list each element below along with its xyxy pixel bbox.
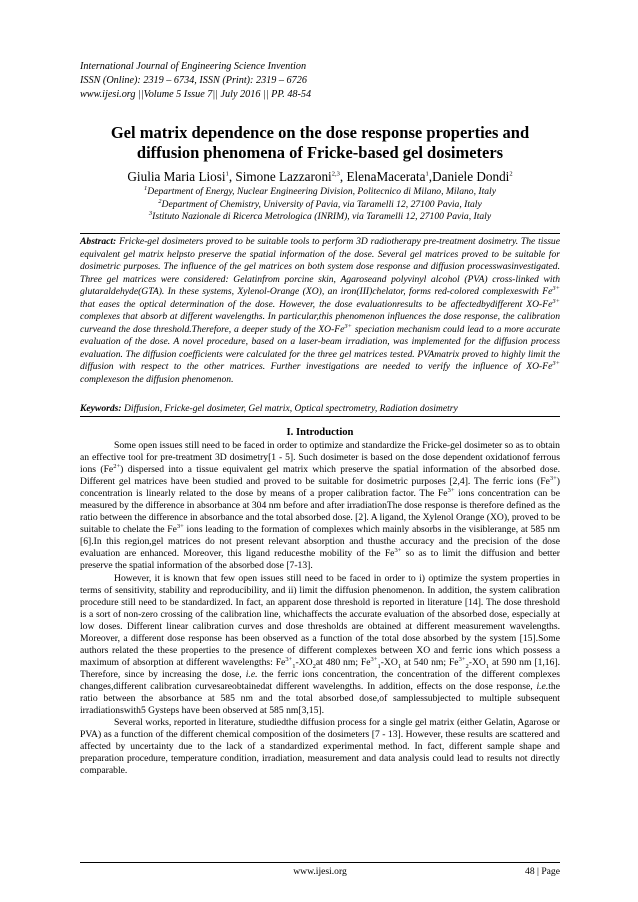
paper-title-line-2: diffusion phenomena of Fricke-based gel dosimeters: [136, 143, 504, 162]
section-heading: I. Introduction: [286, 427, 354, 438]
keywords: Keywords: Diffusion, Fricke-gel dosimeter, Gel matrix, Optical spectrometry, Radiation dosimetry: [80, 403, 458, 414]
author-list: Giulia Maria Liosi$^1$, Simone Lazzaroni$^{2,3}$, ElenaMacerata$^1$,Daniele Dondi$^2$: [127, 169, 513, 184]
author-affiliation-mark: 1: [225, 170, 229, 178]
abstract-bottom-rule: [80, 416, 560, 417]
journal-header: [80, 60, 560, 102]
introduction-body: [80, 440, 560, 777]
paragraph: Several works, reported in literature, studiedthe diffusion process for a single gel matrix (either Gelatin, Agarose or PVA) as a function of the different chemical composition of the dosimeters [7 - 13]. However, these results are scattered and affected by uncertainty due to the lack of a standardized experimental method. In fact, different sample shape and preparation procedure, temperature condition, irradiation, measurement and data analysis could lead to results not directly comparable.: [80, 717, 560, 777]
author-affiliation-mark: 2,3: [331, 170, 340, 178]
journal-issn: ISSN (Online): 2319 – 6734, ISSN (Print): 2319 – 6726: [80, 75, 307, 86]
paragraph: However, it is known that few open issues still need to be faced in order to i) optimize the system properties in terms of sensitivity, stability and reproducibility, and ii) limit the diffusion phenomenon. In addition, the system calibration procedure still need to be standardized. In fact, an apparent dose threshold is reported in literature [14]. The dose threshold is a sort of non-zero crossing of the calibration line, whichaffects the accurate evaluation of the absorbed dose, especially at low doses. Different linear calibration curves and dose thresholds are obtained at different measurement wavelengths. Moreover, a different dose response has been observed as a function of the total dose absorbed by the system [15].Some authors related the these properties to the presence of different complexes between XO and ferric ions which possess a maximum of absorption at different wavelengths: $Fe^{3+}_1-XO_2at$ 480 nm; $Fe^{3+}_1-XO_1$ at 540 nm; $Fe^{3+}_2-XO_1$ at 590 nm [1,16]. Therefore, since by increasing the dose, i.e. the ferric ions concentration, the concentration of the different complexes changes,different calibration curvesareobtainedat different wavelengths. In addition, effects on the dose response, i.e.the ratio between the absorbance at 585 nm and the total absorbed dose,of samplessubjected to multiple subsequent irradiationswith5 Gysteps have been observed at 585 nm[3,15].: [80, 572, 561, 717]
keywords-label: Keywords:: [80, 403, 122, 414]
affiliation-1: $^1$Department of Energy, Nuclear Engineering Division, Politecnico di Milano, Milano, Italy: [144, 184, 496, 197]
abstract-label: Abstract:: [80, 236, 117, 247]
footer-rule: [80, 862, 560, 863]
author-name: Simone Lazzaroni: [235, 169, 332, 184]
affiliation-3: $^3$Istituto Nazionale di Ricerca Metrologica (INRIM), via Taramelli 12, 27100 Pavia, Italy: [148, 209, 492, 222]
journal-issue: www.ijesi.org ||Volume 5 Issue 7|| July 2016 || PP. 48-54: [80, 89, 312, 100]
footer-website: www.ijesi.org: [293, 866, 347, 877]
footer-page-number: 48 | Page: [525, 866, 560, 877]
abstract-top-rule: [80, 233, 560, 234]
affiliation-2: $^2$Department of Chemistry, University of Pavia, via Taramelli 12, 27100 Pavia, Italy: [158, 197, 482, 210]
author-affiliation-mark: 1: [425, 170, 429, 178]
author-name: Giulia Maria Liosi: [127, 169, 226, 184]
abstract: Abstract: Fricke-gel dosimeters proved to be suitable tools to perform 3D radiotherapy pre-treatment dosimetry. The tissue equivalent gel matrix helpsto preserve the spatial information of the dose. Several gel matrices proved to be suitable for dosimetric purposes. The influence of the gel matrices on both system dose response and diffusion processwasinvestigated. Three gel matrices were considered: Gelatinfrom porcine skin, Agaroseand polyvinyl alcohol (PVA) cross-linked with glutaraldehyde(GTA). In these systems, Xylenol-Orange (XO), an iron(III)chelator, forms red-colored complexeswith $Fe^{3+}$ that eases the optical determination of the dose. However, the dose evaluationresults to be affectedbydifferent $XO-Fe^{3+}$ complexes that absorb at different wavelengths. In particular,this phenomenon influences the dose response, the calibration curveand the dose threshold.Therefore, a deeper study of the $XO-Fe^{3+}$ speciation mechanism could lead to a more accurate evaluation of the dose. A novel procedure, based on a laser-beam irradiation, was implemented for the diffusion process evaluation. The diffusion coefficients were calculated for the three gel matrices tested. PVAmatrix proved to highly limit the diffusion with respect to the other matrices. Further investigations are needed to verify the influence of $XO-Fe^{3+}$ complexeson the diffusion phenomenon.: [80, 236, 560, 385]
author-name: ElenaMacerata: [346, 169, 426, 184]
author-name: Daniele Dondi: [432, 169, 510, 184]
author-affiliation-mark: 2: [509, 170, 513, 178]
affiliations: [60, 186, 580, 224]
journal-name: International Journal of Engineering Science Invention: [80, 61, 307, 72]
paper-title-line-1: Gel matrix dependence on the dose response properties and: [110, 123, 530, 142]
paragraph: Some open issues still need to be faced in order to optimize and standardize the Fricke-gel dosimeter so as to obtain an effective tool for pre-treatment 3D dosimetry[1 - 5]. Such dosimeter is based on the dose dependent oxidationof ferrous ions $(Fe^{2+})$ dispersed into a tissue equivalent gel matrix which preserve the spatial information of the absorbed dose. Different gel matrices have been studied and proved to be suitable for dosimetric purposes [2,4]. The ferric ions $(Fe^{3+})$ concentration is linearly related to the dose by means of a proper calibration factor. The $Fe^{3+}$ ions concentration can be measured by the difference in absorbance at 304 nm before and after irradiationThe dose response is therefore defined as the ratio between the difference in absorbance and the total absorbed dose. [2]. A ligand, the Xylenol Orange (XO), proved to be suitable to chelate the $Fe^{3+}$ ions leading to the formation of complexes which mainly absorbs in the visiblerange, at 585 nm [6].In this region,gel matrices do not present relevant absorption and thusthe accuracy and the precision of the dose evaluation are enhanced. Moreover, this ligand reducesthe mobility of the $Fe^{3+}$ so as to limit the diffusion and better preserve the spatial information of the absorbed dose [7-13].: [80, 440, 560, 572]
paper-title: [80, 123, 560, 163]
